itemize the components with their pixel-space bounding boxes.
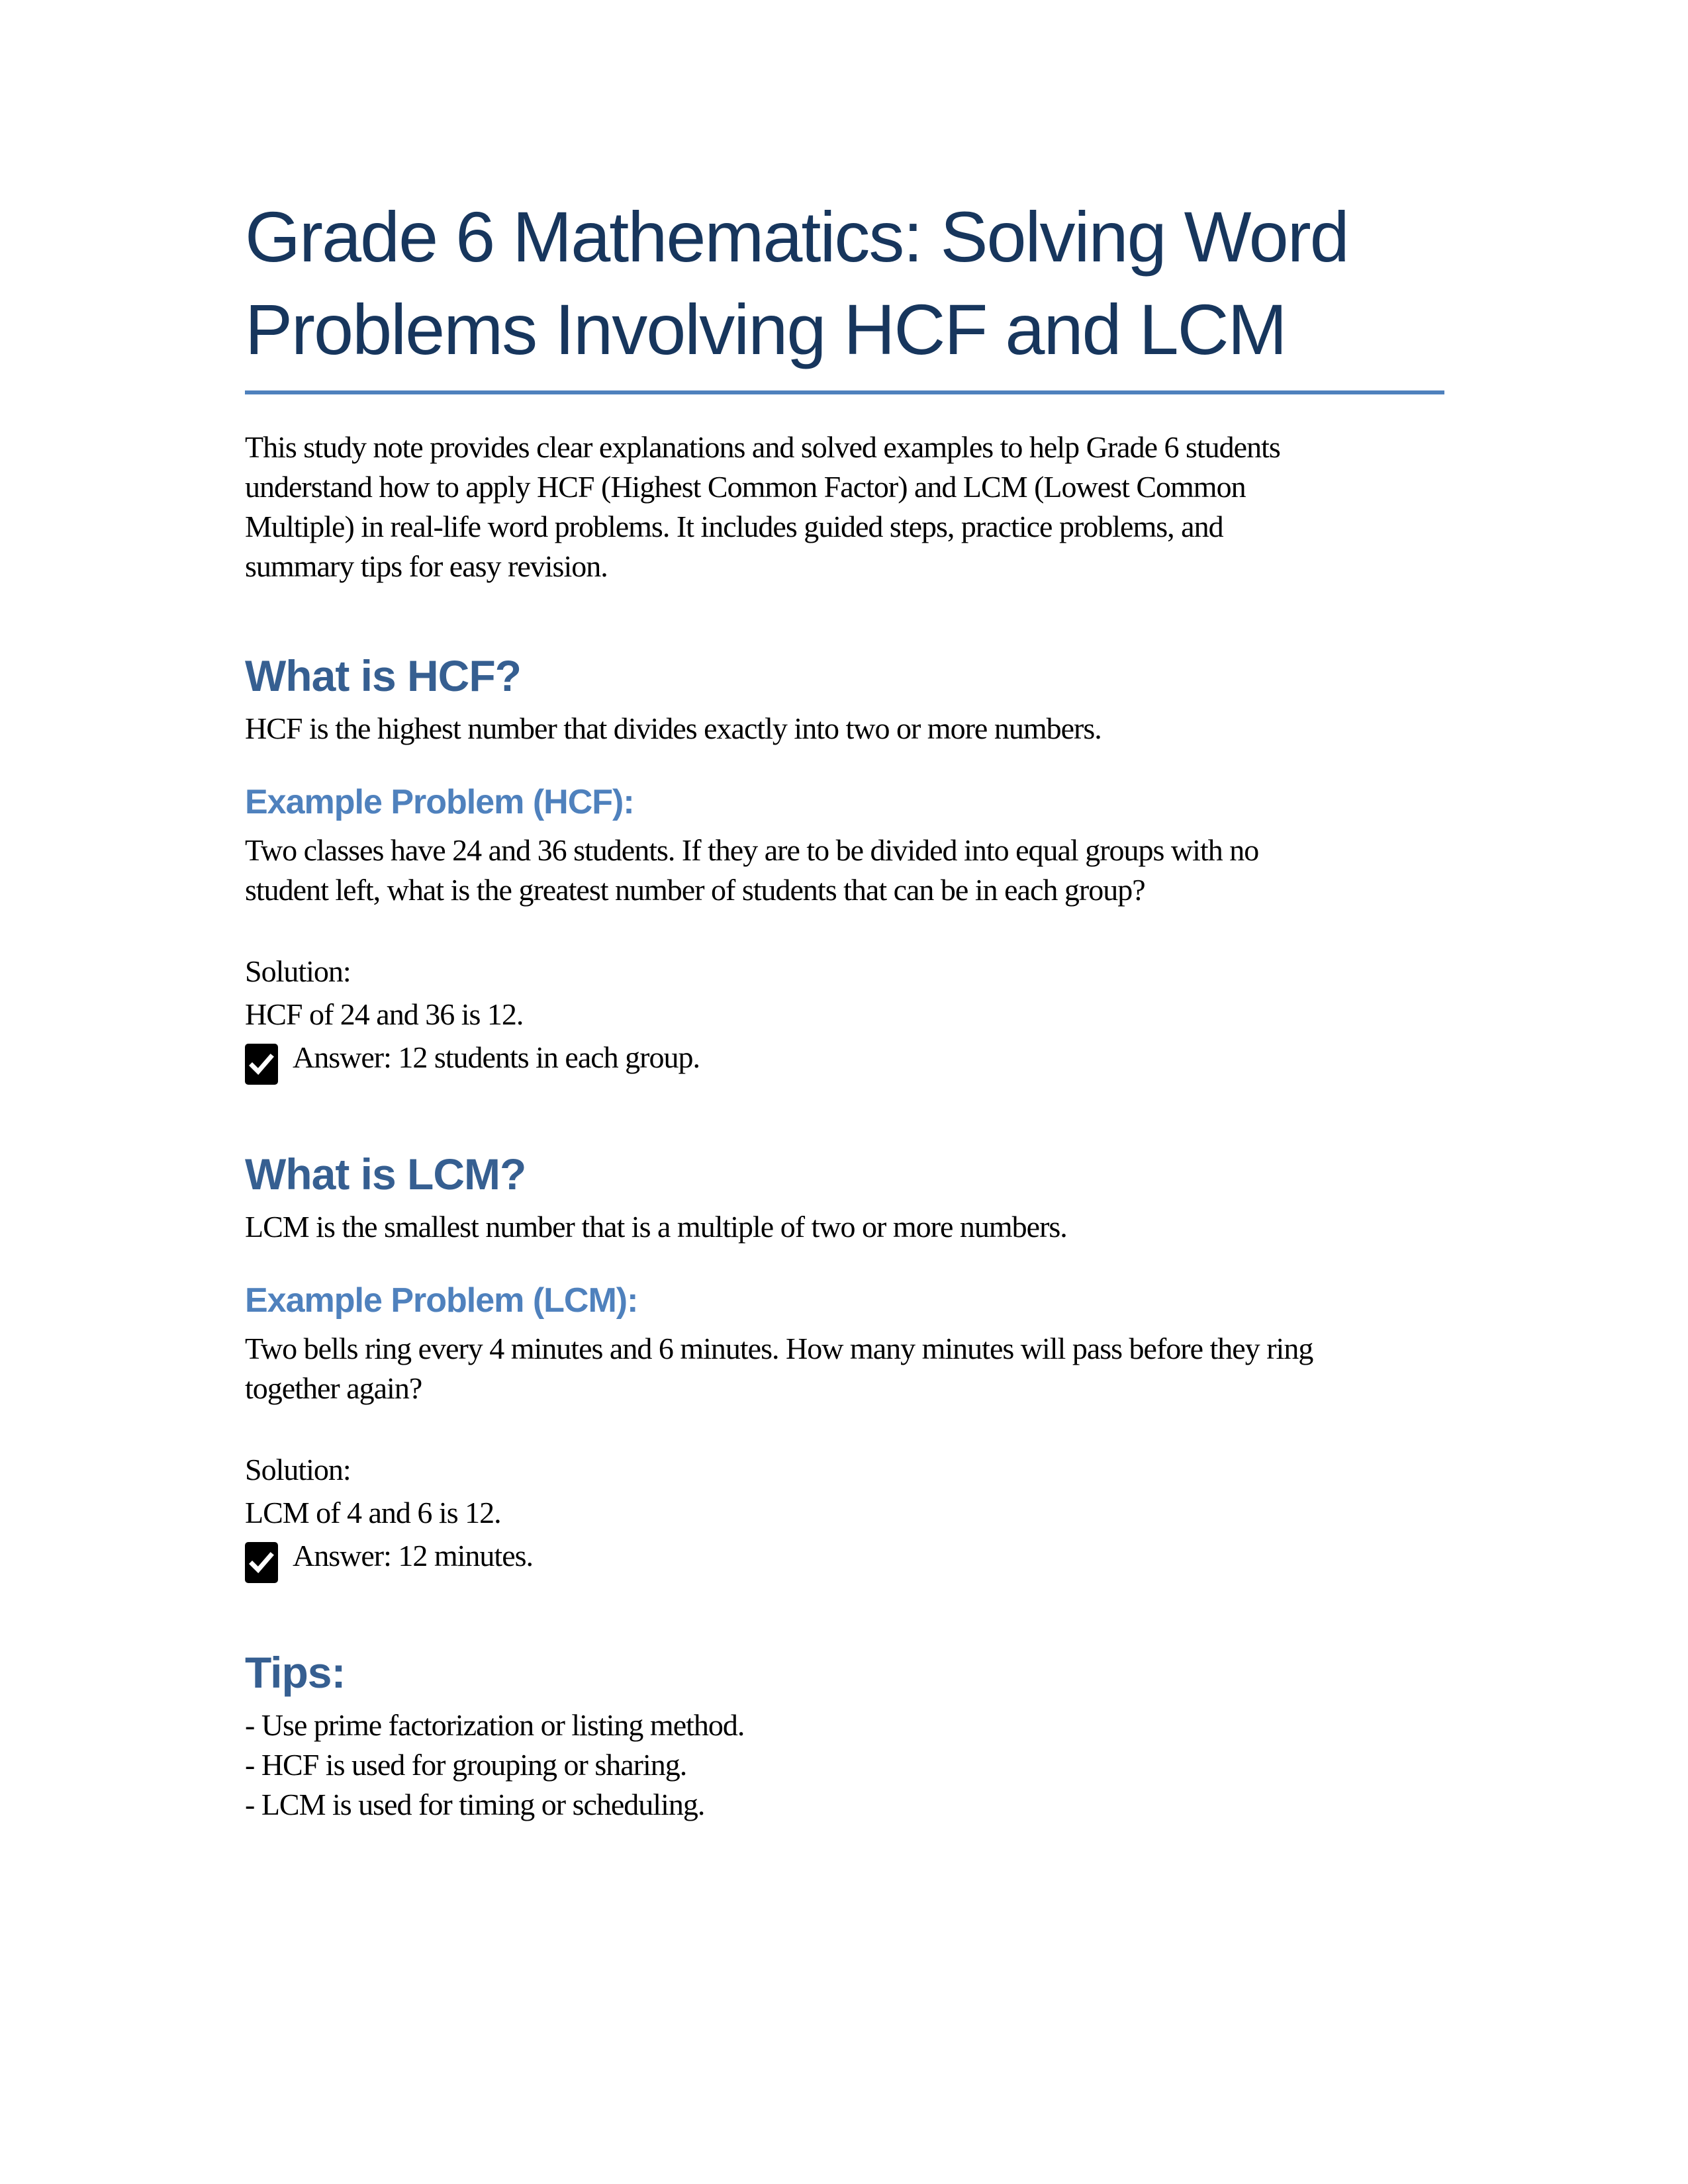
tip-item: - Use prime factorization or listing method. [245, 1708, 745, 1742]
example-heading: Example Problem (HCF): [245, 783, 634, 821]
answer-line [245, 1036, 1444, 1085]
answer-text: Answer: 12 students in each group. [293, 1040, 700, 1074]
problem-line: Two bells ring every 4 minutes and 6 minutes. How many minutes will pass before they ring [245, 1332, 1313, 1365]
solution-text: LCM of 4 and 6 is 12. [245, 1496, 501, 1529]
document-title [245, 191, 1444, 394]
check-icon [245, 1044, 278, 1085]
solution-block [245, 1448, 1444, 1583]
intro-line: summary tips for easy revision. [245, 549, 608, 583]
problem-text [245, 831, 1444, 910]
section-hcf [245, 649, 1444, 1085]
solution-block [245, 950, 1444, 1085]
intro-line: understand how to apply HCF (Highest Common Factor) and LCM (Lowest Common [245, 470, 1246, 504]
section-lcm [245, 1148, 1444, 1583]
document-title-line: Problems Involving HCF and LCM [245, 289, 1286, 369]
section-heading: What is HCF? [245, 651, 521, 700]
problem-text [245, 1329, 1444, 1408]
tips-heading: Tips: [245, 1648, 346, 1697]
intro-line: Multiple) in real-life word problems. It includes guided steps, practice problems, and [245, 510, 1223, 543]
tip-item: - LCM is used for timing or scheduling. [245, 1788, 705, 1821]
tips-list [245, 1706, 1444, 1825]
intro-line: This study note provides clear explanations and solved examples to help Grade 6 students [245, 430, 1280, 464]
definition-text: LCM is the smallest number that is a multiple of two or more numbers. [245, 1210, 1067, 1244]
answer-text: Answer: 12 minutes. [293, 1539, 534, 1572]
section-heading: What is LCM? [245, 1150, 526, 1199]
solution-label: Solution: [245, 1453, 351, 1486]
intro-paragraph [245, 428, 1444, 586]
solution-text: HCF of 24 and 36 is 12. [245, 997, 524, 1031]
tip-item: - HCF is used for grouping or sharing. [245, 1748, 687, 1782]
section-tips [245, 1646, 1444, 1825]
answer-line [245, 1534, 1444, 1583]
solution-label: Solution: [245, 954, 351, 988]
example-heading: Example Problem (LCM): [245, 1281, 638, 1320]
problem-line: student left, what is the greatest number of students that can be in each group? [245, 873, 1145, 907]
definition-text: HCF is the highest number that divides exactly into two or more numbers. [245, 711, 1102, 745]
document-title-line: Grade 6 Mathematics: Solving Word [245, 197, 1348, 277]
problem-line: Two classes have 24 and 36 students. If they are to be divided into equal groups with no [245, 833, 1259, 867]
problem-line: together again? [245, 1371, 422, 1405]
check-icon [245, 1542, 278, 1583]
